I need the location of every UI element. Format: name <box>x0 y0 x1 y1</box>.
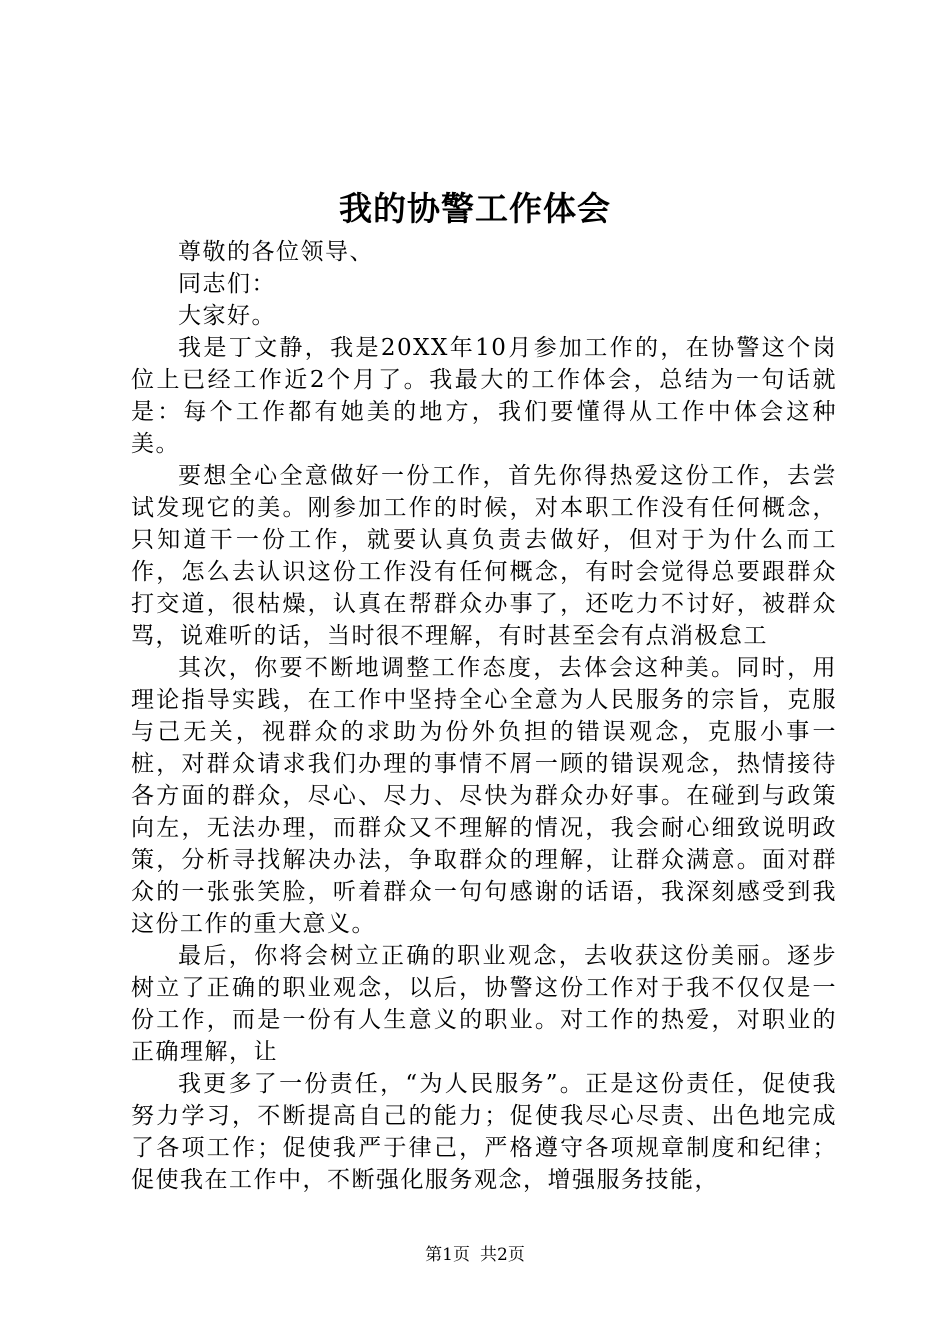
document-body <box>131 236 837 1196</box>
body-paragraph: 最后，你将会树立正确的职业观念，去收获这份美丽。逐步树立了正确的职业观念，以后，协警这份工作对于我不仅仅是一份工作，而是一份有人生意义的职业。对工作的热爱，对职业的正确理解，让 <box>131 943 837 1065</box>
salutation-line-2: 同志们： <box>178 271 276 297</box>
body-paragraph: 我更多了一份责任，“为人民服务”。正是这份责任，促使我努力学习，不断提高自己的能力；促使我尽心尽责、出色地完成了各项工作；促使我严于律己，严格遵守各项规章制度和纪律；促使我在工作中，不断强化服务观念，增强服务技能， <box>131 1071 837 1193</box>
page-number-total: 共2页 <box>480 1245 525 1265</box>
document-title: 我的协警工作体会 <box>339 189 611 228</box>
greeting-line: 大家好。 <box>178 303 276 329</box>
salutation-line-1: 尊敬的各位领导、 <box>178 239 374 265</box>
body-paragraph: 要想全心全意做好一份工作，首先你得热爱这份工作，去尝试发现它的美。刚参加工作的时候，对本职工作没有任何概念，只知道干一份工作，就要认真负责去做好，但对于为什么而工作，怎么去认识这份工作没有任何概念，有时会觉得总要跟群众打交道，很枯燥，认真在帮群众办事了，还吃力不讨好，被群众骂，说难听的话，当时很不理解，有时甚至会有点消极怠工 <box>131 463 837 649</box>
body-paragraph: 我是丁文静，我是20XX年10月参加工作的，在协警这个岗位上已经工作近2个月了。我最大的工作体会，总结为一句话就是：每个工作都有她美的地方，我们要懂得从工作中体会这种美。 <box>131 335 837 457</box>
page-footer <box>0 1243 950 1267</box>
body-paragraph: 其次，你要不断地调整工作态度，去体会这种美。同时，用理论指导实践，在工作中坚持全心全意为人民服务的宗旨，克服与己无关，视群众的求助为份外负担的错误观念，克服小事一桩，对群众请求我们办理的事情不屑一顾的错误观念，热情接待各方面的群众，尽心、尽力、尽快为群众办好事。在碰到与政策向左，无法办理，而群众又不理解的情况，我会耐心细致说明政策，分析寻找解决办法，争取群众的理解，让群众满意。面对群众的一张张笑脸，听着群众一句句感谢的话语，我深刻感受到我这份工作的重大意义。 <box>131 655 837 937</box>
page-number-current: 第1页 <box>425 1245 470 1265</box>
